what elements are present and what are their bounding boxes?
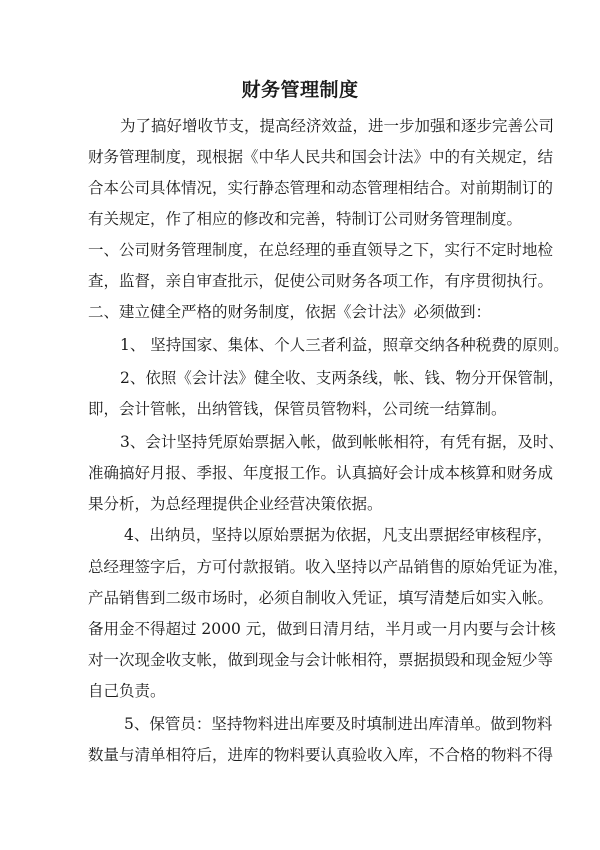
paragraph-line: 二、建立健全严格的财务制度，依据《会计法》必须做到：: [88, 303, 492, 321]
paragraph-line: 查，监督，亲自审查批示，促使公司财务各项工作，有序贯彻执行。: [88, 272, 554, 290]
paragraph-line: 为了搞好增收节支，提高经济效益，进一步加强和逐步完善公司: [120, 117, 555, 135]
paragraph-line: 备用金不得超过 2000 元，做到日清月结，半月或一月内要与会计核: [88, 620, 556, 638]
paragraph-line: 合本公司具体情况，实行静态管理和动态管理相结合。对前期制订的: [88, 179, 554, 197]
paragraph-line: 2、依照《会计法》健全收、支两条线，帐、钱、物分开保管制，: [120, 369, 564, 387]
paragraph-line: 1、 坚持国家、集体、个人三者利益，照章交纳各种税费的原则。: [120, 336, 569, 354]
paragraph-line: 5、保管员：坚持物料进出库要及时填制进出库清单。做到物料: [124, 715, 553, 733]
paragraph-line: 准确搞好月报、季报、年度报工作。认真搞好会计成本核算和财务成: [88, 464, 554, 482]
paragraph-line: 即，会计管帐，出纳管钱，保管员管物料，公司统一结算制。: [88, 400, 507, 418]
paragraph-line: 一、公司财务管理制度，在总经理的垂直领导之下，实行不定时地检: [88, 241, 554, 259]
paragraph-line: 总经理签字后，方可付款报销。收入坚持以产品销售的原始凭证为准，: [88, 558, 569, 576]
paragraph-line: 自己负责。: [88, 682, 166, 700]
paragraph-line: 数量与清单相符后，进库的物料要认真验收入库，不合格的物料不得: [88, 746, 554, 764]
paragraph-line: 对一次现金收支帐，做到现金与会计帐相符，票据损毁和现金短少等: [88, 651, 554, 669]
paragraph-line: 3、会计坚持凭原始票据入帐，做到帐帐相符，有凭有据，及时、: [120, 433, 564, 451]
paragraph-line: 财务管理制度，现根据《中华人民共和国会计法》中的有关规定，结: [88, 148, 554, 166]
document-title: 财务管理制度: [241, 79, 359, 101]
paragraph-line: 产品销售到二级市场时，必须自制收入凭证，填写清楚后如实入帐。: [88, 589, 554, 607]
paragraph-line: 果分析，为总经理提供企业经营决策依据。: [88, 495, 383, 513]
paragraph-line: 有关规定，作了相应的修改和完善，特制订公司财务管理制度。: [88, 210, 523, 228]
paragraph-line: 4、出纳员，坚持以原始票据为依据，凡支出票据经审核程序，: [124, 526, 553, 544]
